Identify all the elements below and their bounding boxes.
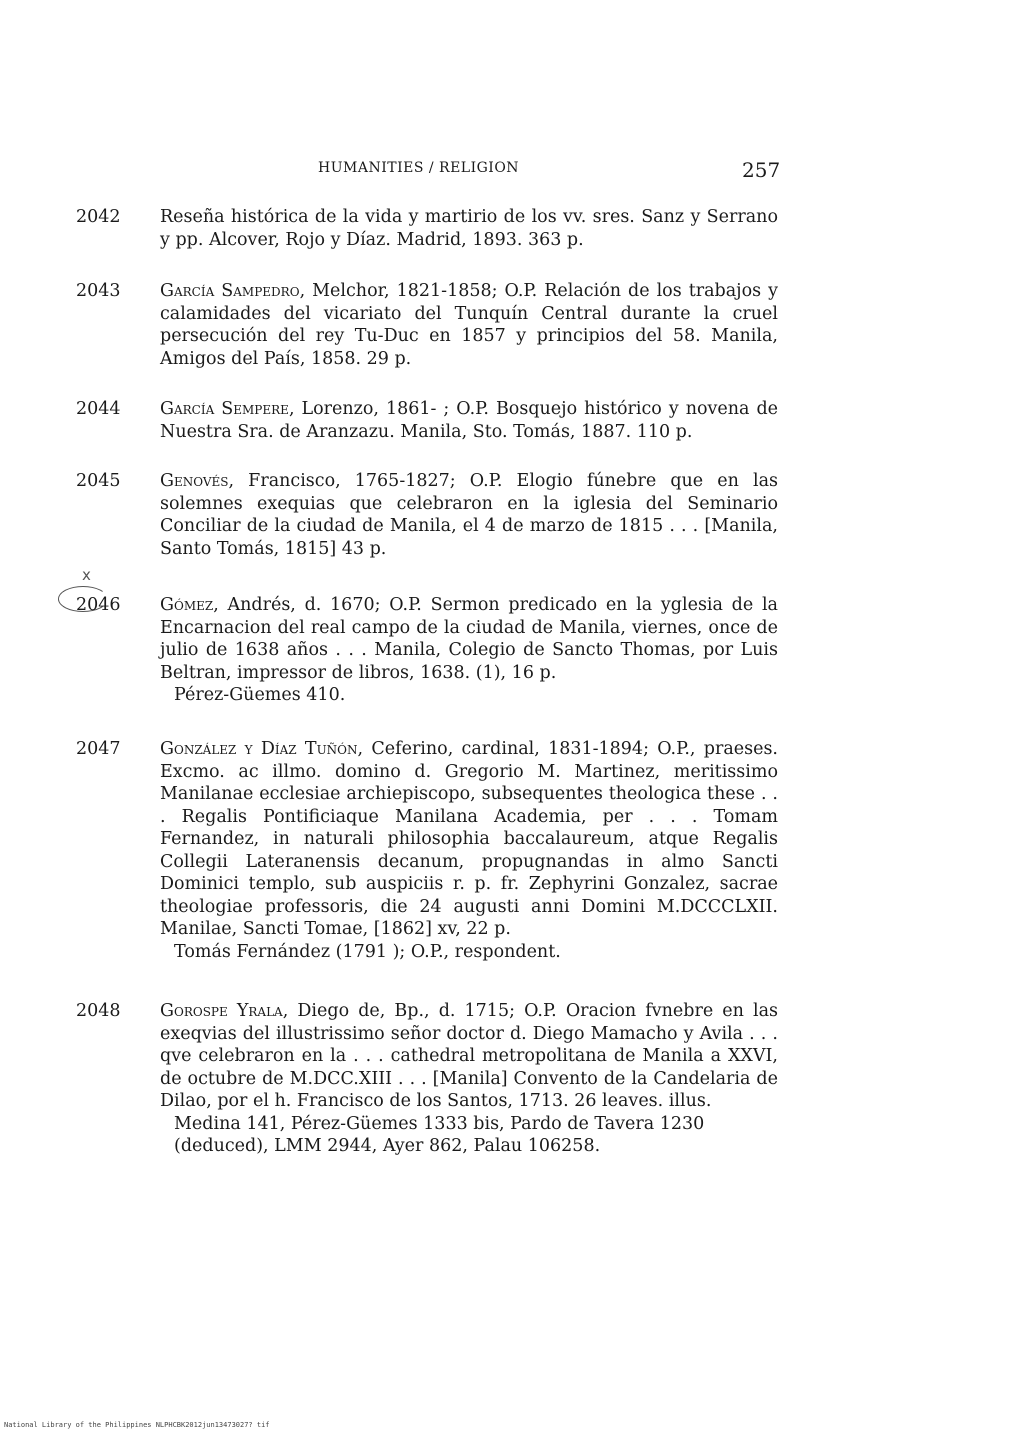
entry-author: González y Díaz Tuñón: [160, 739, 358, 759]
entry-number: 2045: [76, 471, 121, 491]
entry-number: 2047: [76, 739, 121, 759]
entry-2047: [70, 738, 778, 963]
entry-number: 2044: [76, 399, 121, 419]
entry-note: Medina 141, Pérez-Güemes 1333 bis, Pardo de Tavera 1230 (deduced), LMM 2944, Ayer 862, Palau 106258.: [174, 1113, 705, 1156]
entry-text: Genovés, Francisco, 1765-1827; O.P. Elogio fúnebre que en las solemnes exequias que celebraron en la iglesia del Seminario Conciliar de la ciudad de Manila, el 4 de marzo de 1815 . . . [Manila, Santo Tomás, 1815] 43 p.: [160, 471, 778, 559]
entry-text: González y Díaz Tuñón, Ceferino, cardinal, 1831-1894; O.P., praeses. Excmo. ac illmo. domino d. Gregorio M. Martinez, meritissimo Manilanae ecclesiae archiepiscopo, subsequentes theologica these . . . Regalis Pontificiaque Manilana Academia, per . . . Tomam Fernandez, in naturali philosophia baccalaureum, atque Regalis Collegii Lateranensis decanum, propugnandas in almo Sancti Dominici templo, sub auspiciis r. p. fr. Zephyrini Gonzalez, sacrae theologiae professoris, die 24 augusti anni Domini M.DCCCLXII. Manilae, Sancti Tomae, [1862] xv, 22 p.: [160, 739, 778, 939]
entry-number: 2043: [76, 281, 121, 301]
entry-2042: [70, 206, 778, 251]
entry-number: 2042: [76, 207, 121, 227]
running-head: HUMANITIES / RELIGION: [318, 160, 520, 176]
entry-author: Gómez: [160, 595, 214, 615]
page-number: 257: [742, 158, 781, 182]
entry-text: Gómez, Andrés, d. 1670; O.P. Sermon predicado en la yglesia de la Encarnacion del real campo de la ciudad de Manila, viernes, once de julio de 1638 años . . . Manila, Colegio de Sancto Thomas, por Luis Beltran, impressor de libros, 1638. (1), 16 p.: [160, 595, 778, 683]
entry-author: Genovés: [160, 471, 229, 491]
entry-number: 2048: [76, 1001, 121, 1021]
entry-note: Pérez-Güemes 410.: [174, 685, 346, 705]
entry-number: 2046: [76, 595, 121, 615]
entry-text: García Sempere, Lorenzo, 1861- ; O.P. Bosquejo histórico y novena de Nuestra Sra. de Aranzazu. Manila, Sto. Tomás, 1887. 110 p.: [160, 399, 779, 442]
entry-author: Gorospe Yrala: [160, 1001, 283, 1021]
scan-footer: National Library of the Philippines NLPHCBK2012jun13473027? tif: [4, 1421, 270, 1429]
entry-2046: [70, 594, 778, 707]
entry-2045: [70, 470, 778, 560]
entry-text: García Sampedro, Melchor, 1821-1858; O.P. Relación de los trabajos y calamidades del vicariato del Tunquín Central durante la cruel persecución del rey Tu-Duc en 1857 y principios del 58. Manila, Amigos del País, 1858. 29 p.: [160, 281, 779, 369]
entry-2044: [70, 398, 778, 443]
entry-text: Reseña histórica de la vida y martirio de los vv. sres. Sanz y Serrano y pp. Alcover, Rojo y Díaz. Madrid, 1893. 363 p.: [160, 207, 778, 250]
entry-note: Tomás Fernández (1791 ); O.P., respondent.: [174, 941, 561, 962]
entry-author: García Sempere: [160, 399, 289, 419]
entry-text: Gorospe Yrala, Diego de, Bp., d. 1715; O.P. Oracion fvnebre en las exeqvias del illustrissimo señor doctor d. Diego Mamacho y Avila . . . qve celebraron en la . . . cathedral metropolitana de Manila a XXVI, de octubre de M.DCC.XIII . . . [Manila] Convento de la Candelaria de Dilao, por el h. Francisco de los Santos, 1713. 26 leaves. illus.: [160, 1001, 779, 1111]
entry-author: García Sampedro: [160, 281, 300, 301]
entry-2043: [70, 280, 778, 370]
entry-2048: [70, 1000, 778, 1158]
handwritten-x-mark: x: [82, 566, 91, 584]
